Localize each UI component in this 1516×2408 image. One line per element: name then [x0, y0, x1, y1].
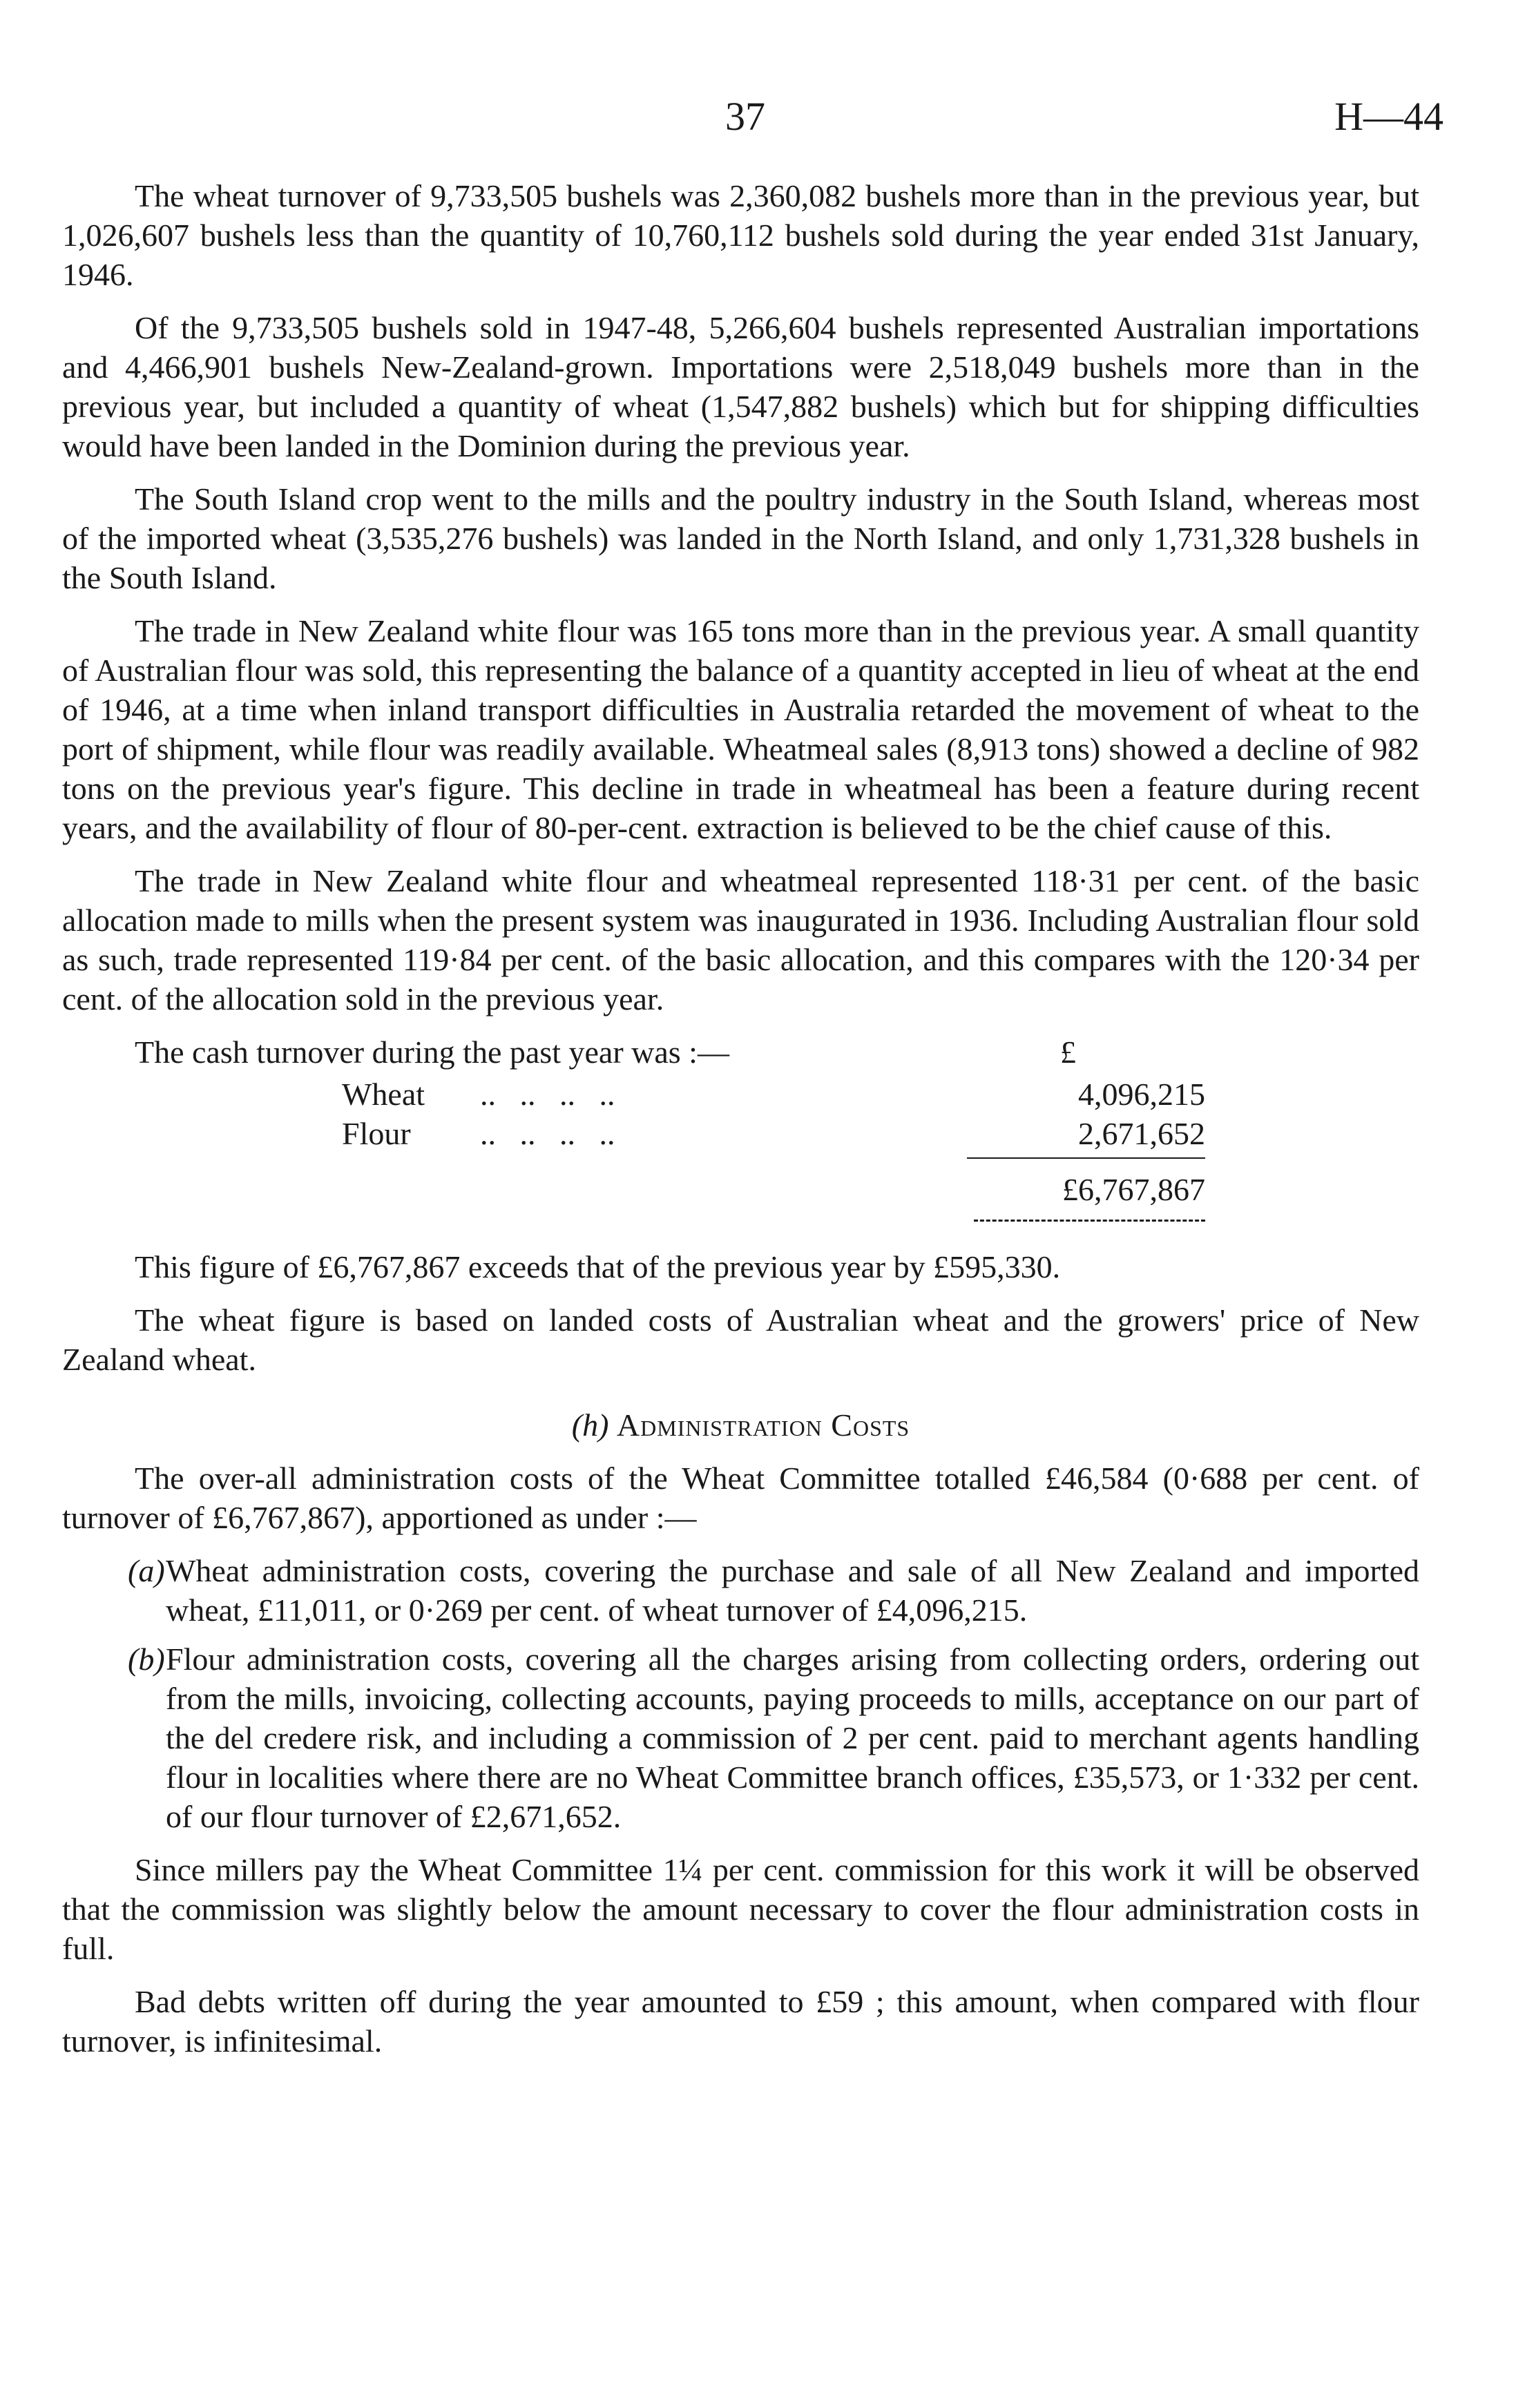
cash-total-amount: £6,767,867: [1062, 1172, 1205, 1207]
cash-row-label: Flour: [342, 1116, 411, 1151]
total-double-rule: [974, 1220, 1205, 1222]
total-rule: [967, 1157, 1205, 1159]
paragraph-wheat-figure-basis: The wheat figure is based on landed costs of Australian wheat and the growers' price of New Zealand wheat.: [62, 1302, 1419, 1377]
leader-dots: .. .. .. ..: [480, 1077, 615, 1112]
list-marker: (a): [128, 1553, 165, 1588]
section-marker: (h): [571, 1407, 609, 1443]
cash-row-amount: 4,096,215: [1078, 1077, 1205, 1112]
cash-table: [62, 1075, 1419, 1157]
paragraph-wheat-turnover: The wheat turnover of 9,733,505 bushels was 2,360,082 bushels more than in the previous year, but 1,026,607 bushels less than the quantity of 10,760,112 bushels sold during the year ended 31st January, 1946.: [62, 178, 1419, 292]
cash-turnover-intro: [62, 1032, 1419, 1072]
paragraph-basic-allocation: The trade in New Zealand white flour and wheatmeal represented 118·31 per cent. of the basic allocation made to mills when the present system was inaugurated in 1936. Including Australian flour sold as such, trade represented 119·84 per cent. of the basic allocation, and this compares with the 120·34 per cent. of the allocation sold in the previous year.: [62, 863, 1419, 1017]
list-item-text: Flour administration costs, covering all the charges arising from collecting orders, ordering out from the mills, invoicing, collecting accounts, paying proceeds to mills, acceptance on our part of the del credere risk, and including a commission of 2 per cent. paid to merchant agents handling flour in localities where there are no Wheat Committee branch offices, £35,573, or 1·332 per cent. of our flour turnover of £2,671,652.: [166, 1641, 1419, 1834]
leader-dots: .. .. .. ..: [480, 1116, 615, 1151]
document-reference: H—44: [1334, 94, 1443, 139]
cash-row-label: Wheat: [342, 1077, 425, 1112]
paragraph-bad-debts: Bad debts written off during the year amounted to £59 ; this amount, when compared with flour turnover, is infinitesimal.: [62, 1984, 1419, 2059]
currency-unit: £: [1060, 1034, 1076, 1070]
cash-row-amount: 2,671,652: [1078, 1116, 1205, 1151]
paragraph-figure-exceeds: This figure of £6,767,867 exceeds that of the previous year by £595,330.: [135, 1249, 1061, 1284]
list-item-text: Wheat administration costs, covering the purchase and sale of all New Zealand and imported wheat, £11,011, or 0·269 per cent. of wheat turnover of £4,096,215.: [166, 1553, 1419, 1628]
cash-row-wheat: [342, 1075, 1205, 1114]
paragraph-importations: Of the 9,733,505 bushels sold in 1947-48, 5,266,604 bushels represented Australian importations and 4,466,901 bushels New-Zealand-grown. Importations were 2,518,049 bushels more than in the previous year, but included a quantity of wheat (1,547,882 bushels) which but for shipping difficulties would have been landed in the Dominion during the previous year.: [62, 310, 1419, 463]
page-body: [62, 176, 1419, 2074]
list-item-wheat-admin: [62, 1551, 1419, 1630]
section-heading: [62, 1405, 1419, 1445]
cash-row-flour: [342, 1114, 1205, 1153]
list-marker: (b): [128, 1641, 165, 1677]
cash-intro-text: The cash turnover during the past year was :—: [135, 1034, 729, 1070]
page-number: 37: [725, 94, 765, 139]
paragraph-south-island: The South Island crop went to the mills and the poultry industry in the South Island, whereas most of the imported wheat (3,535,276 bushels) was landed in the North Island, and only 1,731,328 bushels in the South Island.: [62, 481, 1419, 595]
paragraph-flour-trade: The trade in New Zealand white flour was 165 tons more than in the previous year. A small quantity of Australian flour was sold, this representing the balance of a quantity accepted in lieu of wheat at the end of 1946, at a time when inland transport difficulties in Australia retarded the movement of wheat to the port of shipment, while flour was readily available. Wheatmeal sales (8,913 tons) showed a decline of 982 tons on the previous year's figure. This decline in trade in wheatmeal has been a feature during recent years, and the availability of flour of 80-per-cent. extraction is believed to be the chief cause of this.: [62, 613, 1419, 845]
paragraph-admin-intro: The over-all administration costs of the Wheat Committee totalled £46,584 (0·688 per cent. of turnover of £6,767,867), apportioned as under :—: [62, 1461, 1419, 1535]
section-title: Administration Costs: [616, 1407, 910, 1443]
cash-total: [62, 1157, 1419, 1233]
page-header: [0, 93, 1516, 155]
list-item-flour-admin: [62, 1639, 1419, 1836]
paragraph-millers-commission: Since millers pay the Wheat Committee 1¼ per cent. commission for this work it will be observed that the commission was slightly below the amount necessary to cover the flour administration costs in full.: [62, 1852, 1419, 1966]
